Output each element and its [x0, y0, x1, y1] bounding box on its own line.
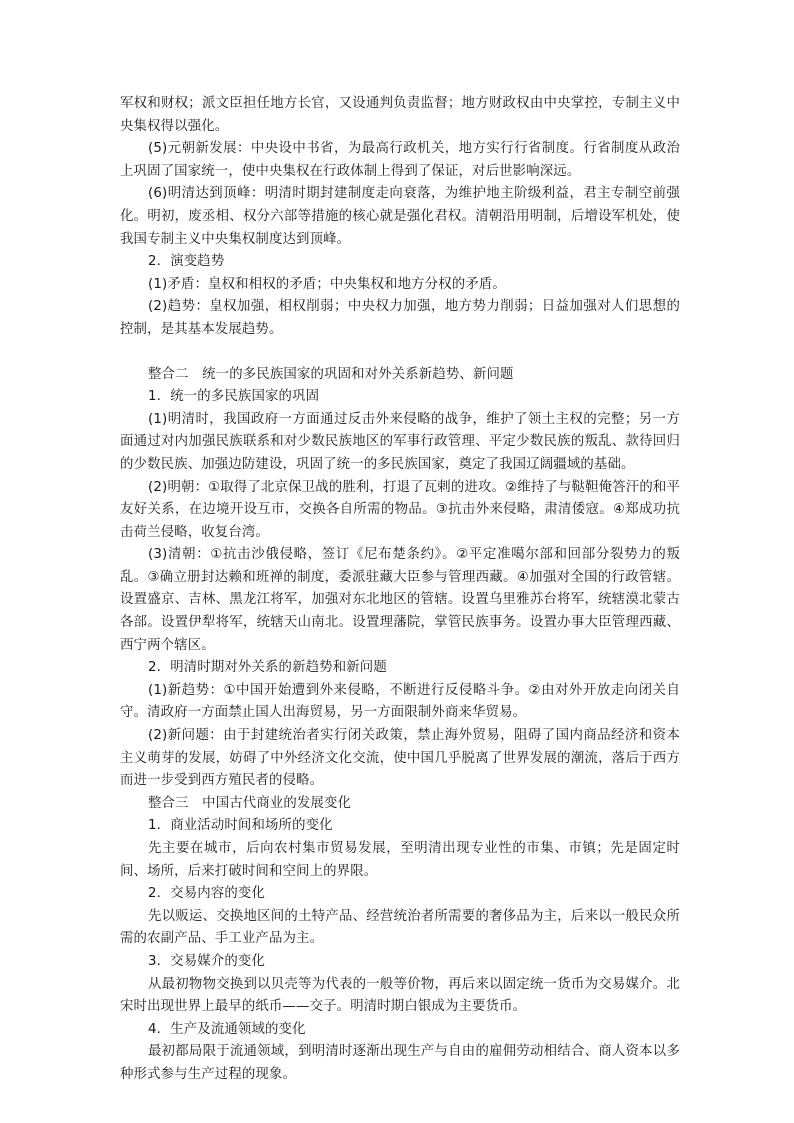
paragraph: (3)清朝：①抗击沙俄侵略，签订《尼布楚条约》。②平定准噶尔部和回部分裂势力的叛乱。③确立册封达赖和班禅的制度，委派驻藏大臣参与管理西藏。④加强对全国的行政管辖。设置盛京、吉林、黑龙江将军，加强对东北地区的管辖。设置乌里雅苏台将军，统辖漠北蒙古各部。设置伊犁将军，统辖天山南北。设置理藩院，掌管民族事务。设置办事大臣管理西藏、西宁两个辖区。: [120, 547, 680, 653]
paragraph: 1．统一的多民族国家的巩固: [148, 389, 320, 405]
paragraph: 2．交易内容的变化: [148, 886, 265, 902]
paragraph: (2)趋势：皇权加强，相权削弱；中央权力加强，地方势力削弱；日益加强对人们思想的控制，是其基本发展趋势。: [120, 299, 680, 337]
paragraph: 3．交易媒介的变化: [148, 953, 265, 969]
paragraph: (2)明朝：①取得了北京保卫战的胜利，打退了瓦剌的进攻。②维持了与鞑靼俺答汗的和平友好关系，在边境开设互市，交换各自所需的物品。③抗击外来侵略，肃清倭寇。④郑成功抗击荷兰侵略，收复台湾。: [120, 479, 680, 540]
paragraph: 最初都局限于流通领域，到明清时逐渐出现生产与自由的雇佣劳动相结合、商人资本以多种形式参与生产过程的现象。: [120, 1044, 680, 1082]
paragraph: 军权和财权；派文臣担任地方长官，又设通判负责监督；地方财政权由中央掌控，专制主义中央集权得以强化。: [120, 96, 680, 134]
paragraph: (1)新趋势：①中国开始遭到外来侵略，不断进行反侵略斗争。②由对外开放走向闭关自守。清政府一方面禁止国人出海贸易，另一方面限制外商来华贸易。: [120, 682, 680, 721]
paragraph: 先以贩运、交换地区间的土特产品、经营统治者所需要的奢侈品为主，后来以一般民众所需的农副产品、手工业产品为主。: [120, 908, 680, 947]
paragraph: 先主要在城市，后向农村集市贸易发展，至明清出现专业性的市集、市镇；先是固定时间、场所，后来打破时间和空间上的界限。: [120, 841, 680, 879]
paragraph: 2．明清时期对外关系的新趋势和新问题: [148, 660, 387, 676]
paragraph: (1)明清时，我国政府一方面通过反击外来侵略的战争，维护了领土主权的完整；另一方面通过对内加强民族联系和对少数民族地区的军事行政管理、平定少数民族的叛乱、款待回归的少数民族、加强边防建设，巩固了统一的多民族国家，奠定了我国辽阔疆域的基础。: [120, 411, 680, 472]
section-spacer: [120, 342, 680, 364]
paragraph: 2．演变趋势: [148, 254, 225, 270]
paragraph: (5)元朝新发展：中央设中书省，为最高行政机关，地方实行行省制度。行省制度从政治上巩固了国家统一，使中央集权在行政体制上得到了保证，对后世影响深远。: [120, 141, 680, 179]
paragraph: 从最初物物交换到以贝壳等为代表的一般等价物，再后来以固定统一货币为交易媒介。北宋时出现世界上最早的纸币——交子。明清时期白银成为主要货币。: [120, 976, 680, 1015]
paragraph: (6)明清达到顶峰：明清时期封建制度走向衰落，为维护地主阶级利益，君主专制空前强化。明初，废丞相、权分六部等措施的核心就是强化君权。清朝沿用明制，后增设军机处，使我国专制主义中央集权制度达到顶峰。: [120, 186, 680, 247]
paragraph: 4．生产及流通领域的变化: [148, 1021, 306, 1037]
paragraph: 1．商业活动时间和场所的变化: [148, 818, 333, 834]
paragraph: (1)矛盾：皇权和相权的矛盾；中央集权和地方分权的矛盾。: [148, 276, 506, 292]
paragraph: (2)新问题：由于封建统治者实行闭关政策，禁止海外贸易，阻碍了国内商品经济和资本主义萌芽的发展，妨碍了中外经济文化交流，使中国几乎脱离了世界发展的潮流，落后于西方而进一步受到西方殖民者的侵略。: [120, 728, 680, 789]
paragraph: 整合三 中国古代商业的发展变化: [148, 795, 352, 811]
paragraph: 整合二 统一的多民族国家的巩固和对外关系新趋势、新问题: [148, 366, 514, 382]
document-page: [120, 93, 680, 1087]
